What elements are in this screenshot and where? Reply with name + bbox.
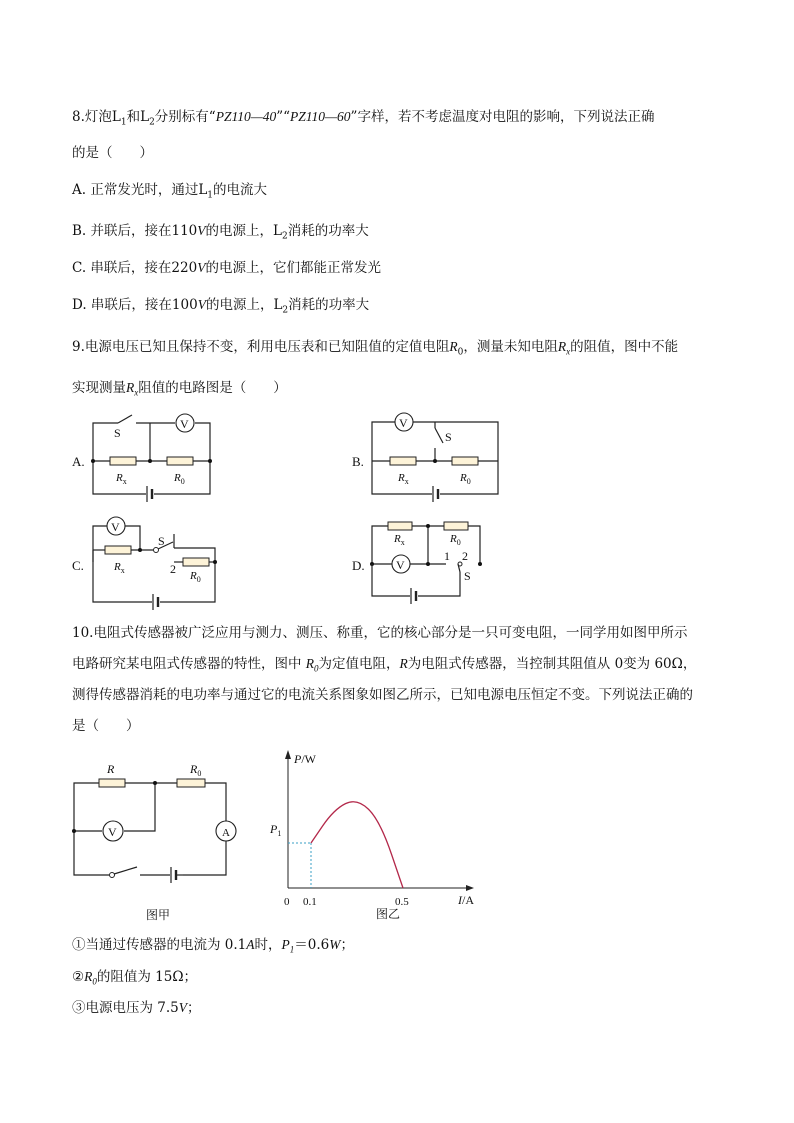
q8-option-a: A. 正常发光时，通过$L_1$的电流大 <box>72 182 268 201</box>
x-tick-0: 0 <box>284 896 290 908</box>
circuit-b-label: B. <box>352 454 364 469</box>
r0-label: $R_0$ <box>450 533 461 547</box>
figure-jia-circuit <box>62 755 252 925</box>
circuit-d-label: D. <box>352 558 365 573</box>
circuit-c <box>70 512 230 612</box>
r-label: R <box>107 762 115 776</box>
switch-label: S <box>445 430 452 444</box>
contact-2-label: 2 <box>462 549 468 563</box>
voltmeter-label: V <box>399 416 408 430</box>
contact-2-label: 2 <box>170 562 176 576</box>
x-axis-arrow <box>466 885 474 891</box>
q8-option-b: B. 并联后，接在110V的电源上，$L_2$消耗的功率大 <box>72 223 369 242</box>
x-tick-0.1: 0.1 <box>303 896 317 908</box>
q10-stem-line3: 测得传感器消耗的电功率与通过它的电流关系图象如图乙所示，已知电源电压恒定不变。下列说法正确的 <box>72 687 693 703</box>
rx-label: $R_x$ <box>116 472 127 486</box>
voltmeter-label: V <box>108 825 117 839</box>
y-axis-arrow <box>285 750 291 759</box>
circuit-d <box>350 512 510 612</box>
r0-label: $R_0$ <box>174 472 185 486</box>
rx-label: $R_x$ <box>398 472 409 486</box>
voltmeter-label: V <box>396 558 405 572</box>
rx-label: $R_x$ <box>394 533 405 547</box>
x-axis-label: I/A <box>458 893 474 907</box>
r0-label: $R_0$ <box>460 472 471 486</box>
ammeter-label: A <box>222 827 230 839</box>
switch-label: S <box>114 426 121 440</box>
circuit-c-label: C. <box>72 558 84 573</box>
r0-label: $R_0$ <box>190 762 202 778</box>
r0-label: $R_0$ <box>190 570 201 584</box>
figure-yi-caption: 图乙 <box>376 907 401 921</box>
q9-stem-line1: 9.电源电压已知且保持不变，利用电压表和已知阻值的定值电阻$R_0$，测量未知电阻$R_x$的阻值，图中不能 <box>72 339 679 358</box>
switch-label: S <box>464 569 471 583</box>
figure-jia-caption: 图甲 <box>146 908 171 922</box>
statement-3: ③电源电压为 7.5V； <box>72 1000 201 1016</box>
statement-2: $②R_0$的阻值为 15Ω； <box>72 969 198 987</box>
voltmeter-label: V <box>111 520 120 534</box>
q8-option-c: C. 串联后，接在220V的电源上，它们都能正常发光 <box>72 260 381 276</box>
contact-1-label: 1 <box>444 549 450 563</box>
power-curve <box>311 802 403 888</box>
circuit-b <box>350 408 510 503</box>
statement-1: ①当通过传感器的电流为 0.1A时，$P_1=0.6W$； <box>72 937 354 955</box>
q10-stem-line1: 10.电阻式传感器被广泛应用与测力、测压、称重，它的核心部分是一只可变电阻，一同学用如图甲所示 <box>72 625 688 641</box>
voltmeter-label: V <box>180 417 189 431</box>
q9-stem-line2: 实现测量$R_x$阻值的电路图是（ ） <box>72 380 287 398</box>
q10-stem-line4: 是（ ） <box>72 718 140 734</box>
y-axis-label: P/W <box>294 752 317 766</box>
rx-label: $R_x$ <box>114 561 125 575</box>
q8-stem-line2: 的是（ ） <box>72 145 153 161</box>
figure-yi-chart <box>270 745 498 925</box>
y-tick-p1: $P_1$ <box>270 822 282 838</box>
x-tick-0.5: 0.5 <box>395 896 409 908</box>
circuit-a-label: A. <box>72 454 85 469</box>
circuit-a <box>70 408 230 503</box>
switch-label: S <box>158 534 165 548</box>
q8-stem-line1: 8.灯泡$L_1$和$L_2$分别标有“PZ110—40”“PZ110—60”字样，若不考虑温度对电阻的影响，下列说法正确 <box>72 109 655 128</box>
q10-stem-line2: 电路研究某电阻式传感器的特性，图中 $R_0$为定值电阻，R为电阻式传感器，当控制其阻值从 0变为 60Ω， <box>72 656 697 674</box>
q8-option-d: D. 串联后，接在100V的电源上，$L_2$消耗的功率大 <box>72 297 370 316</box>
